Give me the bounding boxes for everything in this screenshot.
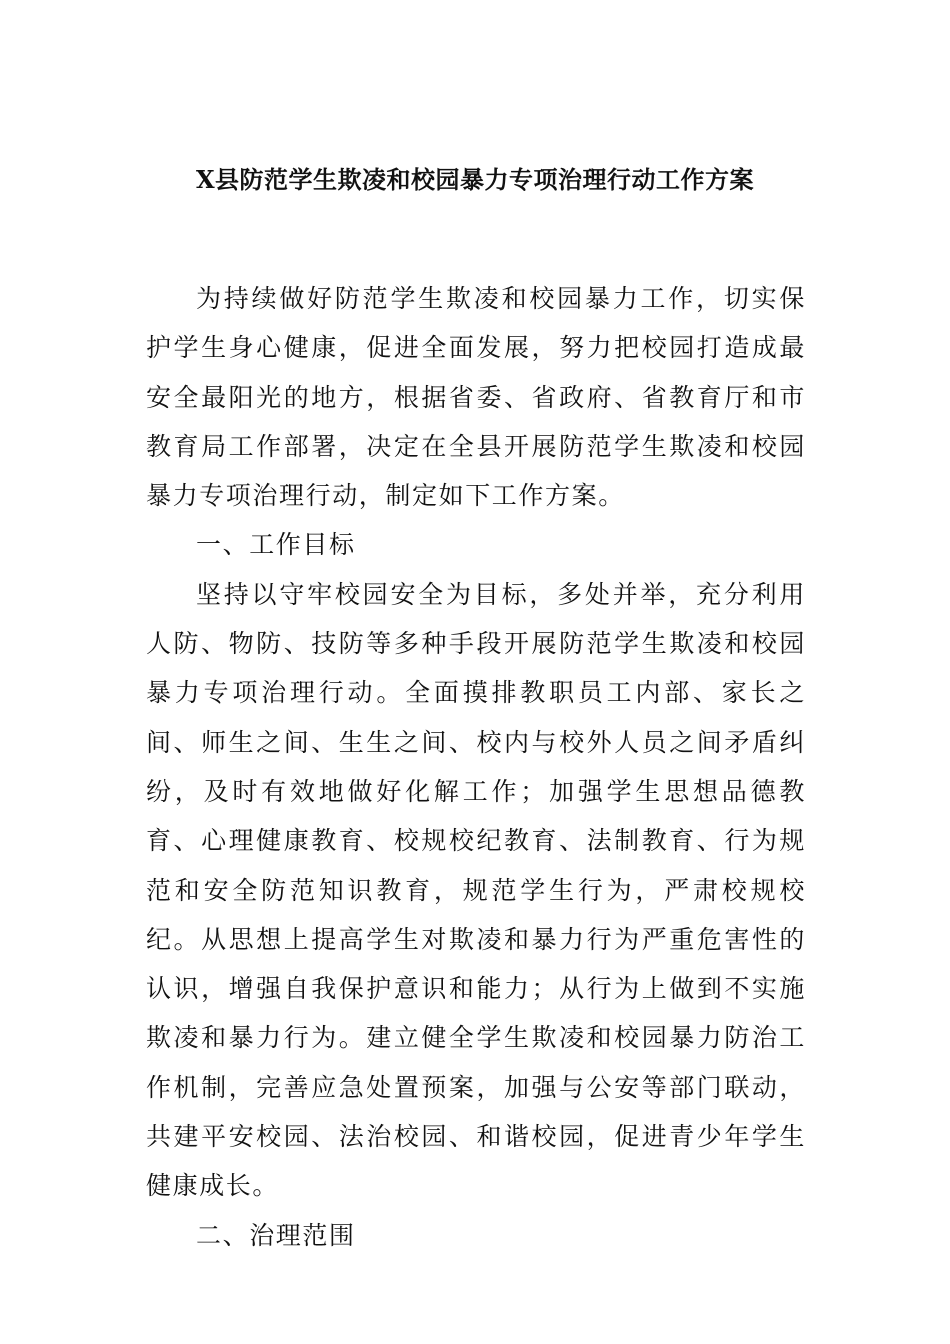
- document-body: [146, 274, 806, 1260]
- goals-paragraph: 坚持以守牢校园安全为目标，多处并举，充分利用人防、物防、技防等多种手段开展防范学生欺凌和校园暴力专项治理行动。全面摸排教职员工内部、家长之间、师生之间、生生之间、校内与校外人员之间矛盾纠纷，及时有效地做好化解工作；加强学生思想品德教育、心理健康教育、校规校纪教育、法制教育、行为规范和安全防范知识教育，规范学生行为，严肃校规校纪。从思想上提高学生对欺凌和暴力行为严重危害性的认识，增强自我保护意识和能力；从行为上做到不实施欺凌和暴力行为。建立健全学生欺凌和校园暴力防治工作机制，完善应急处置预案，加强与公安等部门联动，共建平安校园、法治校园、和谐校园，促进青少年学生健康成长。: [146, 579, 806, 1201]
- section-heading-scope: 二、治理范围: [196, 1220, 356, 1250]
- document-title: X县防范学生欺凌和校园暴力专项治理行动工作方案: [195, 165, 755, 194]
- intro-paragraph: 为持续做好防范学生欺凌和校园暴力工作，切实保护学生身心健康，促进全面发展，努力把校园打造成最安全最阳光的地方，根据省委、省政府、省教育厅和市教育局工作部署，决定在全县开展防范学生欺凌和校园暴力专项治理行动，制定如下工作方案。: [146, 284, 806, 511]
- section-heading-goals: 一、工作目标: [196, 530, 356, 560]
